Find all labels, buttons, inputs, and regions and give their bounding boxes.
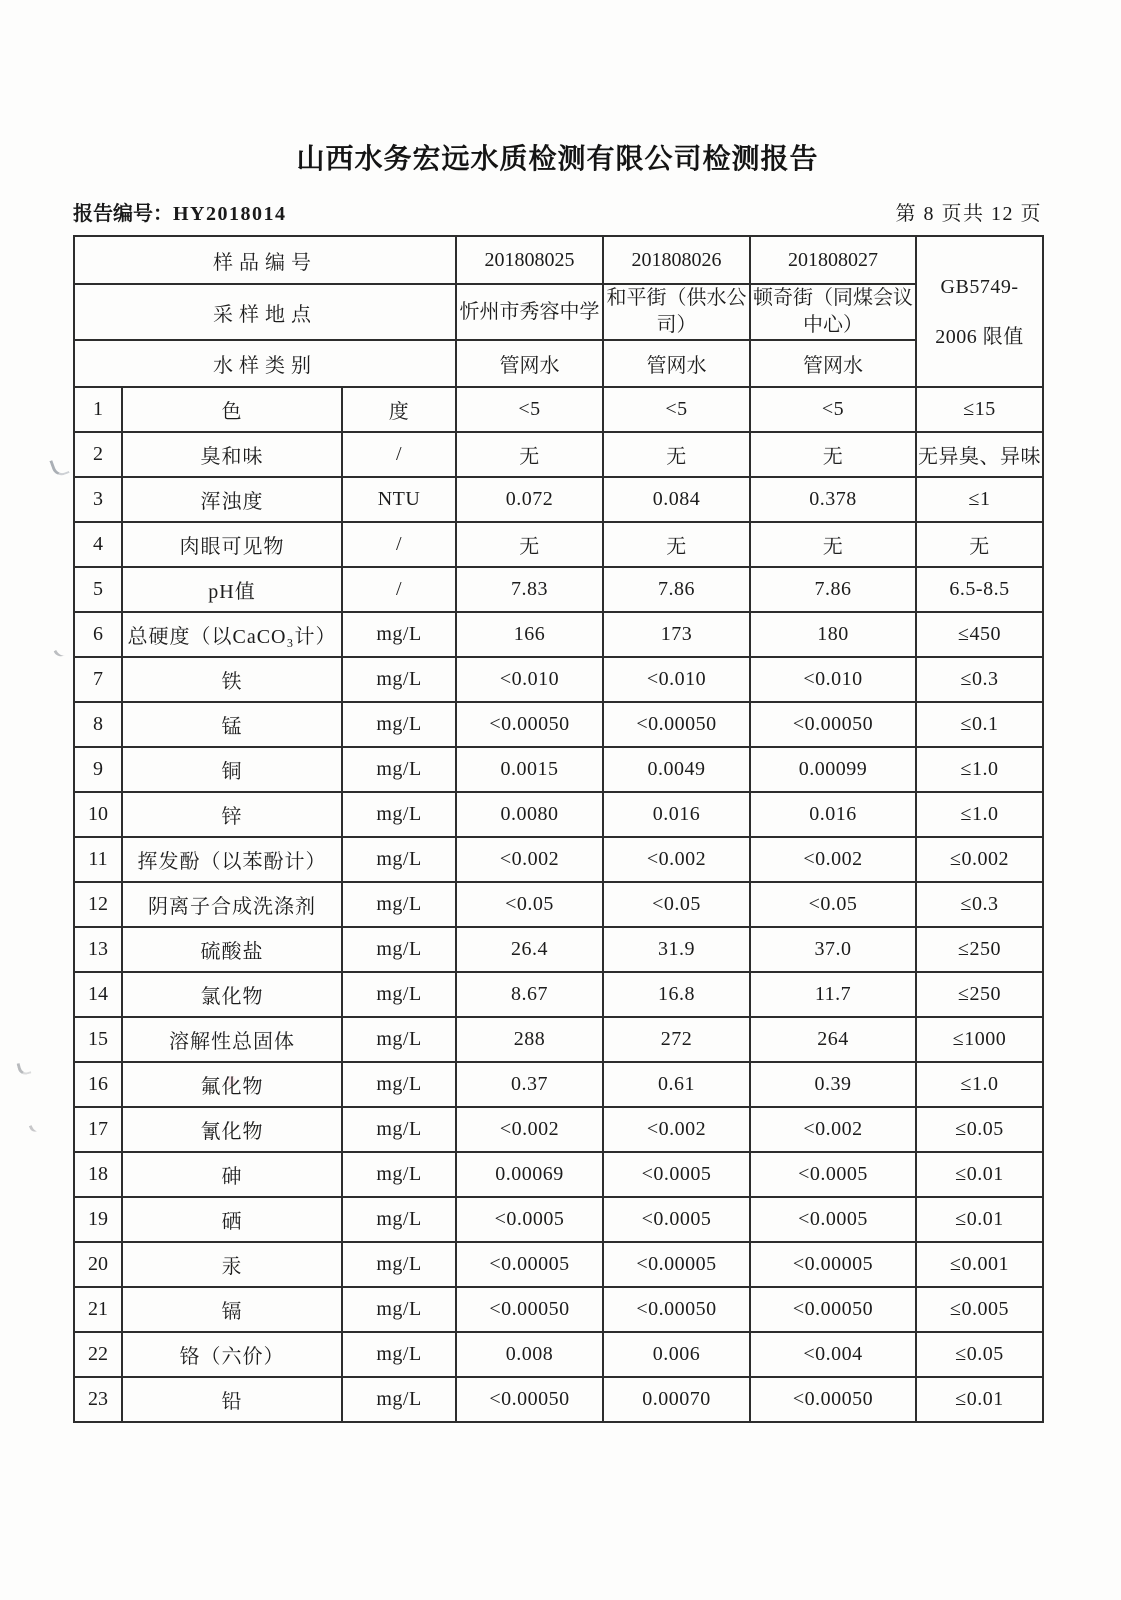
- sample1-value: 0.0080: [456, 792, 603, 837]
- param-unit: /: [342, 522, 456, 567]
- limit-value: ≤1.0: [916, 792, 1043, 837]
- limit-value: ≤0.05: [916, 1332, 1043, 1377]
- table-row: [74, 1377, 1043, 1422]
- sample3-value: 11.7: [750, 972, 916, 1017]
- category-cell: 管网水: [603, 340, 750, 387]
- param-name: 铁: [122, 657, 342, 702]
- param-name: 阴离子合成洗涤剂: [122, 882, 342, 927]
- row-number: 2: [74, 432, 122, 477]
- param-name: 铅: [122, 1377, 342, 1422]
- limit-value: 无: [916, 522, 1043, 567]
- location-label-cell: 采样地点: [74, 284, 456, 340]
- param-name: 镉: [122, 1287, 342, 1332]
- limit-value: ≤450: [916, 612, 1043, 657]
- table-row: [74, 522, 1043, 567]
- table-row: [74, 927, 1043, 972]
- param-unit: mg/L: [342, 612, 456, 657]
- sample1-value: <5: [456, 387, 603, 432]
- row-number: 20: [74, 1242, 122, 1287]
- sample3-value: <0.002: [750, 1107, 916, 1152]
- param-name: 砷: [122, 1152, 342, 1197]
- limit-value: ≤0.005: [916, 1287, 1043, 1332]
- sample-id-cell: 201808027: [750, 236, 916, 284]
- sample1-value: 26.4: [456, 927, 603, 972]
- sample3-value: 180: [750, 612, 916, 657]
- sample3-value: <0.05: [750, 882, 916, 927]
- row-number: 6: [74, 612, 122, 657]
- param-unit: NTU: [342, 477, 456, 522]
- table-row: [74, 882, 1043, 927]
- table-row: [74, 477, 1043, 522]
- sample1-value: <0.00050: [456, 1287, 603, 1332]
- header-row-location: [74, 284, 1043, 340]
- sample1-value: 0.072: [456, 477, 603, 522]
- page-indicator: 第 8 页共 12 页: [895, 203, 1042, 225]
- report-content: [73, 0, 1042, 1423]
- param-name: 溶解性总固体: [122, 1017, 342, 1062]
- limit-value: ≤0.01: [916, 1197, 1043, 1242]
- table-row: [74, 1152, 1043, 1197]
- param-unit: mg/L: [342, 1377, 456, 1422]
- table-row: [74, 567, 1043, 612]
- limit-value: ≤1.0: [916, 747, 1043, 792]
- limit-value: ≤1000: [916, 1017, 1043, 1062]
- param-unit: mg/L: [342, 1017, 456, 1062]
- limit-value: ≤0.01: [916, 1152, 1043, 1197]
- param-unit: mg/L: [342, 657, 456, 702]
- row-number: 17: [74, 1107, 122, 1152]
- row-number: 8: [74, 702, 122, 747]
- param-unit: mg/L: [342, 1107, 456, 1152]
- row-number: 9: [74, 747, 122, 792]
- limit-value: 无异臭、异味: [916, 432, 1043, 477]
- sample2-value: <0.002: [603, 1107, 750, 1152]
- param-unit: mg/L: [342, 1332, 456, 1377]
- sample2-value: 无: [603, 522, 750, 567]
- table-row: [74, 612, 1043, 657]
- table-row: [74, 1107, 1043, 1152]
- param-unit: mg/L: [342, 1287, 456, 1332]
- param-name: 色: [122, 387, 342, 432]
- header-row-sample-id: [74, 236, 1043, 284]
- row-number: 10: [74, 792, 122, 837]
- row-number: 21: [74, 1287, 122, 1332]
- sample2-value: 0.016: [603, 792, 750, 837]
- sample3-value: 0.016: [750, 792, 916, 837]
- param-name: 铜: [122, 747, 342, 792]
- sample3-value: <5: [750, 387, 916, 432]
- standard-limit-cell: [916, 236, 1043, 387]
- standard-limit-line2: 2006 限值: [935, 325, 1024, 348]
- sample1-value: 288: [456, 1017, 603, 1062]
- sample3-value: 0.00099: [750, 747, 916, 792]
- sample2-value: <0.0005: [603, 1197, 750, 1242]
- sample-id-cell: 201808026: [603, 236, 750, 284]
- sample3-value: <0.004: [750, 1332, 916, 1377]
- param-unit: mg/L: [342, 927, 456, 972]
- param-name: 氰化物: [122, 1107, 342, 1152]
- row-number: 15: [74, 1017, 122, 1062]
- limit-value: 6.5-8.5: [916, 567, 1043, 612]
- param-unit: /: [342, 432, 456, 477]
- sample2-value: 0.006: [603, 1332, 750, 1377]
- report-meta-row: [73, 197, 1042, 226]
- limit-value: ≤0.05: [916, 1107, 1043, 1152]
- water-quality-table: [73, 235, 1044, 1423]
- sample3-value: 0.378: [750, 477, 916, 522]
- limit-value: ≤0.01: [916, 1377, 1043, 1422]
- param-name: 硫酸盐: [122, 927, 342, 972]
- sample3-value: <0.010: [750, 657, 916, 702]
- param-unit: mg/L: [342, 792, 456, 837]
- sample1-value: 0.0015: [456, 747, 603, 792]
- param-unit: mg/L: [342, 1197, 456, 1242]
- sample2-value: 272: [603, 1017, 750, 1062]
- sample2-value: <0.002: [603, 837, 750, 882]
- param-unit: mg/L: [342, 1152, 456, 1197]
- param-name: 肉眼可见物: [122, 522, 342, 567]
- table-row: [74, 837, 1043, 882]
- row-number: 22: [74, 1332, 122, 1377]
- table-row: [74, 1197, 1043, 1242]
- sample2-value: 0.0049: [603, 747, 750, 792]
- sample1-value: 0.37: [456, 1062, 603, 1107]
- table-row: [74, 792, 1043, 837]
- limit-value: ≤1.0: [916, 1062, 1043, 1107]
- param-name: 硒: [122, 1197, 342, 1242]
- sample2-value: <0.00050: [603, 1287, 750, 1332]
- sample1-value: <0.0005: [456, 1197, 603, 1242]
- sample2-value: 173: [603, 612, 750, 657]
- row-number: 23: [74, 1377, 122, 1422]
- row-number: 13: [74, 927, 122, 972]
- table-row: [74, 657, 1043, 702]
- sample1-value: 166: [456, 612, 603, 657]
- sample-id-cell: 201808025: [456, 236, 603, 284]
- sample2-value: 0.084: [603, 477, 750, 522]
- limit-value: ≤0.002: [916, 837, 1043, 882]
- sample1-value: <0.00050: [456, 1377, 603, 1422]
- table-row: [74, 1017, 1043, 1062]
- scan-artifact: [17, 1061, 32, 1077]
- sample1-value: 7.83: [456, 567, 603, 612]
- row-number: 14: [74, 972, 122, 1017]
- param-unit: 度: [342, 387, 456, 432]
- sample2-value: <5: [603, 387, 750, 432]
- sample1-value: 0.008: [456, 1332, 603, 1377]
- sample1-value: <0.05: [456, 882, 603, 927]
- sample2-value: <0.0005: [603, 1152, 750, 1197]
- report-title: 山西水务宏远水质检测有限公司检测报告: [296, 143, 819, 174]
- limit-value: ≤15: [916, 387, 1043, 432]
- sample2-value: <0.05: [603, 882, 750, 927]
- sample2-value: 无: [603, 432, 750, 477]
- sample2-value: 31.9: [603, 927, 750, 972]
- scan-artifact: [49, 456, 69, 478]
- location-cell: 和平街（供水公司）: [603, 284, 750, 340]
- row-number: 1: [74, 387, 122, 432]
- sample3-value: 7.86: [750, 567, 916, 612]
- table-row: [74, 1332, 1043, 1377]
- sample2-value: 0.00070: [603, 1377, 750, 1422]
- param-unit: mg/L: [342, 972, 456, 1017]
- param-unit: mg/L: [342, 1242, 456, 1287]
- sample1-value: <0.002: [456, 1107, 603, 1152]
- sample3-value: 37.0: [750, 927, 916, 972]
- table-row: [74, 1242, 1043, 1287]
- sample1-value: <0.00050: [456, 702, 603, 747]
- sample3-value: <0.0005: [750, 1152, 916, 1197]
- param-unit: /: [342, 567, 456, 612]
- category-cell: 管网水: [750, 340, 916, 387]
- table-row: [74, 972, 1043, 1017]
- table-row: [74, 747, 1043, 792]
- param-name: 氟化物: [122, 1062, 342, 1107]
- sample3-value: <0.00005: [750, 1242, 916, 1287]
- sample3-value: <0.00050: [750, 702, 916, 747]
- table-row: [74, 387, 1043, 432]
- report-number: [73, 197, 287, 226]
- location-cell: 忻州市秀容中学: [456, 284, 603, 340]
- param-name: 锌: [122, 792, 342, 837]
- report-number-value: HY2018014: [173, 203, 287, 225]
- sample3-value: <0.00050: [750, 1377, 916, 1422]
- row-number: 16: [74, 1062, 122, 1107]
- sample3-value: 0.39: [750, 1062, 916, 1107]
- scan-artifact: [53, 646, 67, 659]
- table-row: [74, 1287, 1043, 1332]
- sample3-value: 264: [750, 1017, 916, 1062]
- category-label-cell: 水样类别: [74, 340, 456, 387]
- limit-value: ≤0.1: [916, 702, 1043, 747]
- param-name: 浑浊度: [122, 477, 342, 522]
- param-name: 氯化物: [122, 972, 342, 1017]
- limit-value: ≤250: [916, 927, 1043, 972]
- param-unit: mg/L: [342, 882, 456, 927]
- sample2-value: <0.00005: [603, 1242, 750, 1287]
- param-name: 总硬度（以CaCO₃计）: [122, 612, 342, 657]
- category-cell: 管网水: [456, 340, 603, 387]
- table-row: [74, 432, 1043, 477]
- table-row: [74, 1062, 1043, 1107]
- sample1-value: <0.00005: [456, 1242, 603, 1287]
- param-name: 铬（六价）: [122, 1332, 342, 1377]
- sample3-value: <0.002: [750, 837, 916, 882]
- standard-limit-line1: GB5749-: [940, 275, 1019, 298]
- sample1-value: 无: [456, 522, 603, 567]
- sample3-value: 无: [750, 432, 916, 477]
- sample1-value: <0.002: [456, 837, 603, 882]
- sample1-value: 0.00069: [456, 1152, 603, 1197]
- limit-value: ≤0.3: [916, 882, 1043, 927]
- param-name: pH值: [122, 567, 342, 612]
- sample2-value: 16.8: [603, 972, 750, 1017]
- sample2-value: <0.00050: [603, 702, 750, 747]
- param-name: 汞: [122, 1242, 342, 1287]
- limit-value: ≤1: [916, 477, 1043, 522]
- param-unit: mg/L: [342, 747, 456, 792]
- sample3-value: <0.0005: [750, 1197, 916, 1242]
- sample2-value: <0.010: [603, 657, 750, 702]
- limit-value: ≤250: [916, 972, 1043, 1017]
- limit-value: ≤0.3: [916, 657, 1043, 702]
- row-number: 7: [74, 657, 122, 702]
- param-name: 臭和味: [122, 432, 342, 477]
- sample1-value: 8.67: [456, 972, 603, 1017]
- sample-id-label-cell: 样品编号: [74, 236, 456, 284]
- report-number-label: 报告编号：: [73, 203, 173, 225]
- table-row: [74, 702, 1043, 747]
- sample3-value: <0.00050: [750, 1287, 916, 1332]
- sample3-value: 无: [750, 522, 916, 567]
- row-number: 3: [74, 477, 122, 522]
- param-name: 挥发酚（以苯酚计）: [122, 837, 342, 882]
- row-number: 12: [74, 882, 122, 927]
- row-number: 18: [74, 1152, 122, 1197]
- header-row-category: [74, 340, 1043, 387]
- location-cell: 顿奇街（同煤会议中心）: [750, 284, 916, 340]
- row-number: 5: [74, 567, 122, 612]
- limit-value: ≤0.001: [916, 1242, 1043, 1287]
- scan-artifact: [29, 1122, 41, 1133]
- sample2-value: 7.86: [603, 567, 750, 612]
- param-name: 锰: [122, 702, 342, 747]
- row-number: 4: [74, 522, 122, 567]
- param-unit: mg/L: [342, 1062, 456, 1107]
- sample1-value: <0.010: [456, 657, 603, 702]
- row-number: 11: [74, 837, 122, 882]
- param-unit: mg/L: [342, 702, 456, 747]
- sample2-value: 0.61: [603, 1062, 750, 1107]
- sample1-value: 无: [456, 432, 603, 477]
- row-number: 19: [74, 1197, 122, 1242]
- param-unit: mg/L: [342, 837, 456, 882]
